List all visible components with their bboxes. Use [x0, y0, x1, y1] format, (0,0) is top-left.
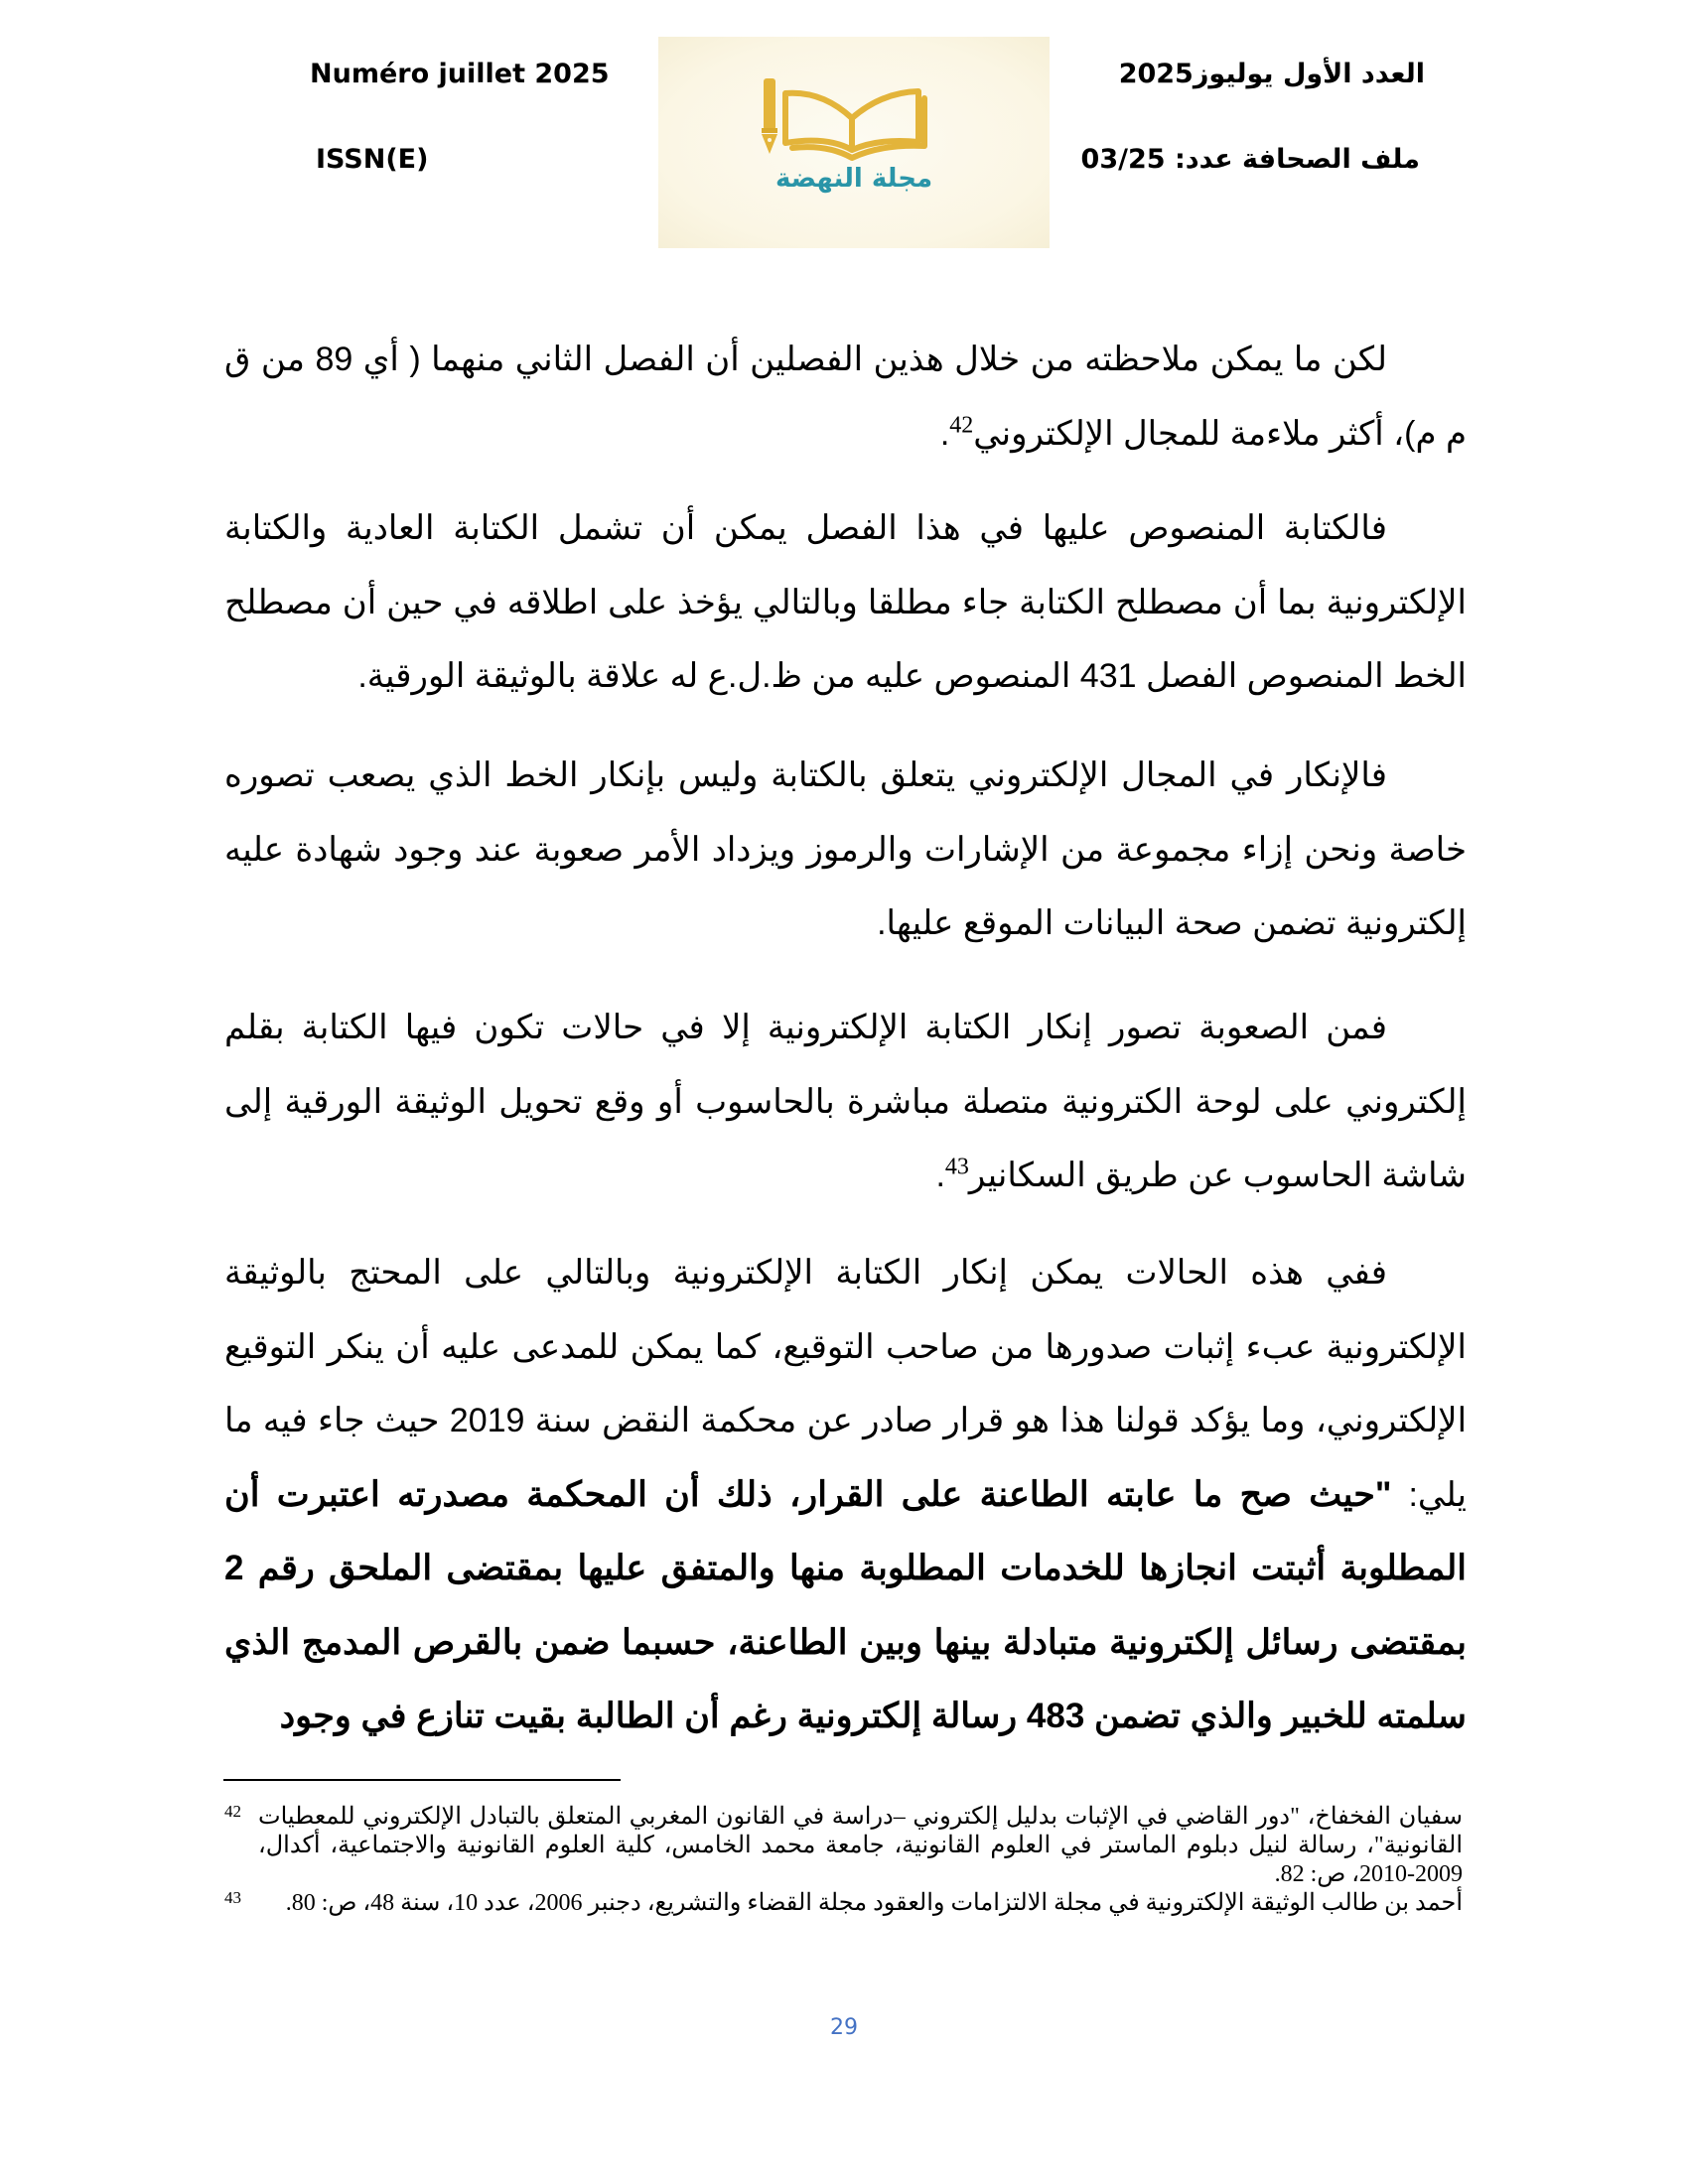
journal-logo-title: مجلة النهضة	[774, 164, 933, 194]
body-paragraph-5	[224, 1236, 1467, 1754]
footnote-42	[224, 1803, 1463, 1889]
paragraph-text: ففي هذه الحالات يمكن إنكار الكتابة الإلكترونية وبالتالي على المحتج بالوثيقة الإلكترونية عبء إثبات صدورها من صاحب التوقيع، كما يمكن للمدعى عليه أن ينكر التوقيع الإلكتروني، وما يؤكد قولنا هذا هو قرار صادر عن محكمة النقض سنة 2019 حيث جاء فيه ما يلي:	[224, 1254, 1468, 1514]
paragraph-text: فالإنكار في المجال الإلكتروني يتعلق بالكتابة وليس بإنكار الخط الذي يصعب تصوره خاصة ونحن إزاء مجموعة من الإشارات والرموز ويزداد الأمر صعوبة عند وجود شهادة عليه إلكترونية تضمن صحة البيانات الموقع عليها.	[224, 756, 1467, 942]
open-book-with-fountain-pen-icon	[658, 37, 1050, 248]
footnote-number: 43	[224, 1888, 241, 1907]
body-paragraph-3	[224, 739, 1467, 961]
paragraph-text: لكن ما يمكن ملاحظته من خلال هذين الفصلين أن الفصل الثاني منهما ( أي 89 من ق م م)، أكثر ملاءمة للمجال الإلكتروني	[224, 341, 1467, 453]
journal-logo	[658, 37, 1050, 248]
footnote-ref-42[interactable]: 42	[949, 412, 974, 439]
paragraph-end: .	[939, 414, 950, 453]
body-paragraph-2	[224, 491, 1467, 714]
footnote-number: 42	[224, 1802, 241, 1821]
header-issn: ISSN(E)	[316, 144, 429, 175]
paragraph-text: فالكتابة المنصوص عليها في هذا الفصل يمكن أن تشمل الكتابة العادية والكتابة الإلكترونية بما أن مصطلح الكتابة جاء مطلقا وبالتالي يؤخذ على اطلاقه في حين أن مصطلح الخط المنصوص الفصل 431 المنصوص عليه من ظ.ل.ع له علاقة بالوثيقة الورقية.	[224, 509, 1467, 695]
paragraph-end: .	[935, 1157, 945, 1194]
court-decision-quote: "حيث صح ما عابته الطاعنة على القرار، ذلك أن المحكمة مصدرته اعتبرت أن المطلوبة أثبتت انجازها للخدمات المطلوبة منها والمتفق عليها بمقتضى الملحق رقم 2 بمقتضى رسائل إلكترونية متبادلة بينها وبين الطاعنة، حسبما ضمن بالقرص المدمج الذي سلمته للخبير والذي تضمن 483 رسالة إلكترونية رغم أن الطالبة بقيت تنازع في وجود	[224, 1474, 1467, 1735]
footnote-text: سفيان الفخفاخ، "دور القاضي في الإثبات بدليل إلكتروني –دراسة في القانون المغربي المتعلق بالتبادل الإلكتروني للمعطيات القانونية"، رسالة لنيل دبلوم الماستر في العلوم القانونية، جامعة محمد الخامس، كلية العلوم القانونية والاجتماعية، أكدال، 2009-2010، ص: 82.	[258, 1804, 1463, 1887]
header-press-file-number: ملف الصحافة عدد: 03/25	[1080, 144, 1420, 175]
page-number: 29	[830, 2015, 858, 2040]
header-issue-arabic: العدد الأول يوليوز2025	[1118, 59, 1425, 89]
footnote-43	[224, 1889, 1463, 1918]
body-paragraph-1	[224, 323, 1467, 471]
header-issue-french: Numéro juillet 2025	[310, 59, 610, 89]
footnote-ref-43[interactable]: 43	[944, 1154, 969, 1180]
body-paragraph-4	[224, 991, 1467, 1213]
paragraph-text: فمن الصعوبة تصور إنكار الكتابة الإلكترونية إلا في حالات تكون فيها الكتابة بقلم إلكتروني على لوحة الكترونية متصلة مباشرة بالحاسوب أو وقع تحويل الوثيقة الورقية إلى شاشة الحاسوب عن طريق السكانير	[224, 1009, 1467, 1194]
footnote-separator	[223, 1779, 621, 1781]
footnote-text: أحمد بن طالب الوثيقة الإلكترونية في مجلة الالتزامات والعقود مجلة القضاء والتشريع، دجنبر 2006، عدد 10، سنة 48، ص: 80.	[285, 1890, 1463, 1916]
